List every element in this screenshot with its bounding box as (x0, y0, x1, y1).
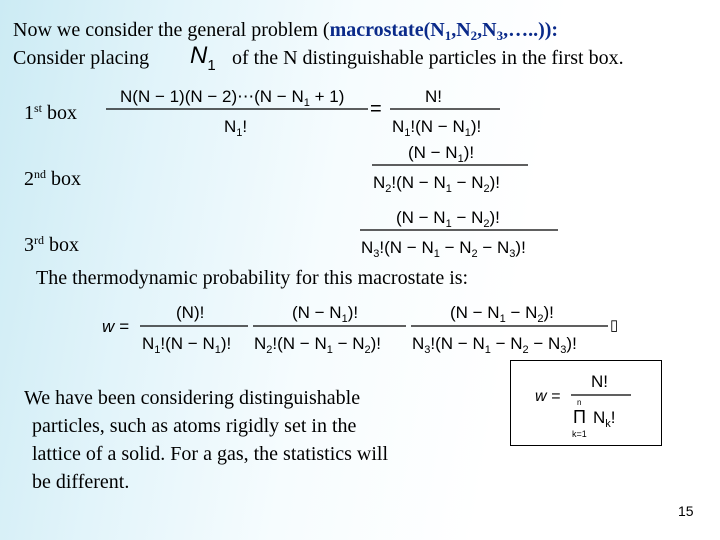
n1-symbol-sub: 1 (207, 57, 216, 74)
paragraph-line-3: lattice of a solid. For a gas, the statistics will (32, 443, 389, 465)
paragraph-line-2: particles, such as atoms rigidly set in the (32, 415, 357, 437)
box-2-num: 2 (24, 168, 34, 190)
box-3-word: box (49, 234, 79, 256)
w-term3-num: $(N - N_1 - N_2)$! (450, 303, 554, 325)
box-label-2 (24, 162, 81, 191)
w-ellipsis: ▯ (610, 317, 619, 334)
equation-w-product (100, 296, 630, 360)
eq1-denominator: $N_1$! (224, 117, 248, 139)
w-term3-den: $N_3!(N - N_1 - N_2 - N_3)$! (412, 334, 577, 356)
boxed-product-upper: n (577, 398, 582, 407)
macro-comma-2: ,N (477, 19, 497, 41)
eq3-numerator: $(N - N_1 - N_2)$! (396, 208, 500, 230)
paragraph (24, 384, 388, 496)
box-1-num: 1 (24, 102, 34, 124)
eq1-equals: = (370, 98, 382, 120)
box-1-suffix: st (34, 101, 43, 115)
boxed-product-lower: k=1 (572, 429, 587, 439)
w-term1-num: (N)! (176, 303, 205, 322)
eq1-rhs-denominator: $N_1!(N - N_1)$! (392, 117, 482, 139)
n1-symbol-letter: N (190, 42, 208, 69)
box-2-suffix: nd (34, 167, 46, 181)
macro-comma-1: ,N (451, 19, 471, 41)
paragraph-line-1: We have been considering distinguishable (24, 387, 361, 409)
eq3-denominator: $N_3!(N - N_1 - N_2 - N_3)$! (361, 238, 526, 260)
consider-end: of the N distinguishable particles in the first box. (232, 47, 624, 69)
consider-start: Consider placing (13, 47, 150, 69)
eq1-rhs-numerator: N! (425, 87, 442, 106)
consider-line (13, 46, 149, 70)
boxed-formula (510, 360, 662, 446)
macro-sub-2: 2 (470, 28, 478, 43)
w-term2-num: $(N - N_1)$! (292, 303, 359, 325)
equation-box-3 (356, 205, 566, 261)
boxed-numerator: N! (591, 372, 608, 391)
macro-tail: ,…..)): (503, 19, 559, 41)
boxed-product-symbol: Π (573, 407, 586, 427)
macro-sub-3: 3 (496, 28, 504, 43)
box-3-num: 3 (24, 234, 34, 256)
eq2-denominator: $N_2!(N - N_1 - N_2)$! (373, 173, 501, 195)
eq1-numerator: N(N − 1)(N − 2)⋯(N − $N_1 + 1$) (120, 87, 345, 109)
boxed-denominator: $N_k$! (593, 408, 616, 430)
n1-symbol (190, 42, 216, 74)
macro-label-text: macrostate(N (329, 19, 445, 41)
title-prefix: Now we consider the general problem ( (13, 19, 330, 41)
title-line (13, 18, 558, 48)
macrostate-label (330, 19, 559, 41)
w-term1-den: $N_1!(N - N_1)$! (142, 334, 232, 356)
box-2-word: box (51, 168, 81, 190)
box-3-suffix: rd (34, 233, 44, 247)
box-label-3 (24, 228, 79, 257)
thermo-text: The thermodynamic probability for this macrostate is: (36, 267, 469, 289)
equation-box-1 (100, 82, 520, 142)
boxed-w-symbol: w = (535, 388, 561, 405)
w-symbol: w = (102, 317, 129, 336)
macro-sub-1: 1 (444, 28, 452, 43)
boxed-formula-svg (511, 361, 661, 445)
equation-box-2 (368, 140, 538, 196)
page-number: 15 (678, 503, 694, 519)
eq2-numerator: $(N - N_1)$! (408, 143, 475, 165)
paragraph-line-4: be different. (32, 471, 130, 493)
box-1-word: box (47, 102, 78, 124)
box-label-1 (24, 96, 77, 125)
w-term2-den: $N_2!(N - N_1 - N_2)$! (254, 334, 382, 356)
